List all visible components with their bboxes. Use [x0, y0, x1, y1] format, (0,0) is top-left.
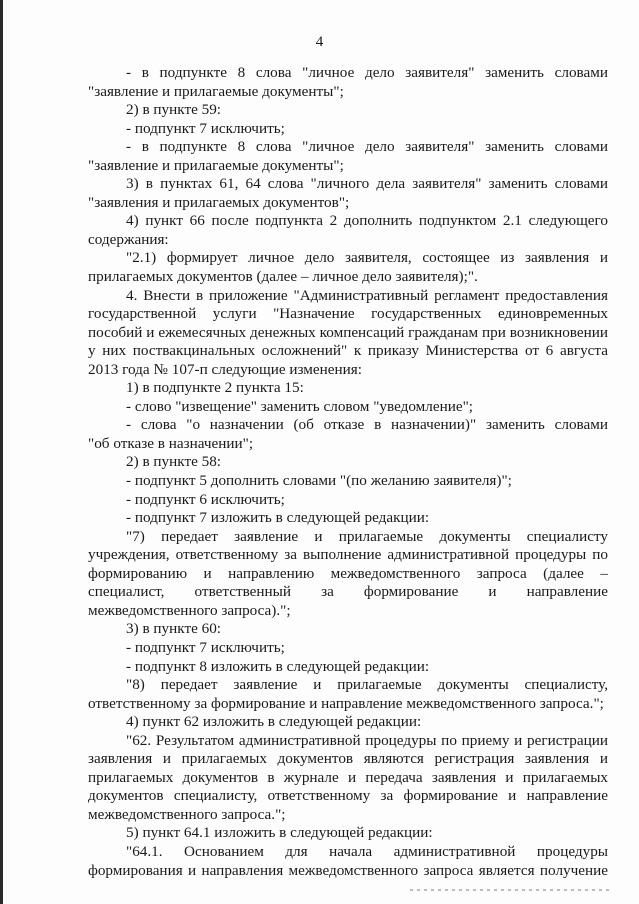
text-line: межведомственного запроса."; — [88, 805, 286, 823]
text-line: "заявление и прилагаемые документы"; — [88, 82, 344, 100]
text-line: формирования и направления межведомственного запроса является получение — [88, 861, 608, 879]
text-line: - подпункт 5 дополнить словами "(по желанию заявителя)"; — [126, 472, 512, 490]
text-line: "заявления и прилагаемых документов"; — [88, 193, 350, 211]
text-line: специалист, ответственный за формирование и направление — [88, 583, 608, 601]
text-line: документов специалисту, ответственному за формирование и направление — [88, 787, 608, 805]
text-line: прилагаемых документов (далее – личное дело заявителя);". — [88, 268, 478, 286]
text-line: 4) пункт 62 изложить в следующей редакции: — [126, 713, 422, 731]
page-number: 4 — [315, 34, 324, 50]
text-line: содержания: — [88, 230, 169, 248]
text-line: 1) в подпункте 2 пункта 15: — [126, 379, 304, 397]
text-line: - подпункт 8 изложить в следующей редакции: — [126, 657, 430, 675]
document-body — [88, 64, 608, 880]
text-line: - подпункт 6 исключить; — [126, 490, 285, 508]
text-line: учреждения, ответственному за выполнение административной процедуры по — [88, 546, 608, 564]
text-line: - в подпункте 8 слова "личное дело заявителя" заменить словами — [126, 64, 608, 81]
text-line: - подпункт 7 исключить; — [126, 119, 285, 137]
text-line: 2) в пункте 59: — [126, 101, 222, 119]
text-line: "2.1) формирует личное дело заявителя, состоящее из заявления и — [126, 249, 608, 267]
text-line: государственной услуги "Назначение государственных единовременных — [88, 305, 608, 323]
text-line: "8) передает заявление и прилагаемые документы специалисту, — [126, 676, 608, 694]
text-line: - подпункт 7 исключить; — [126, 638, 285, 656]
text-line: 2013 года № 107-п следующие изменения: — [88, 360, 362, 378]
text-line: ответственному за формирование и направление межведомственного запроса."; — [88, 694, 604, 712]
text-line: пособий и ежемесячных денежных компенсаций гражданам при возникновении — [88, 323, 608, 341]
text-line: - слово "извещение" заменить словом "уведомление"; — [126, 397, 473, 415]
text-line: межведомственного запроса)."; — [88, 601, 291, 619]
text-line: - слова "о назначении (об отказе в назначении)" заменить словами — [126, 416, 608, 434]
text-line: "7) передает заявление и прилагаемые документы специалисту — [126, 527, 608, 545]
text-line: "62. Результатом административной процедуры по приему и регистрации — [126, 731, 608, 749]
text-line: 4) пункт 66 после подпункта 2 дополнить подпунктом 2.1 следующего — [126, 212, 608, 230]
text-line: - подпункт 7 изложить в следующей редакции: — [126, 509, 430, 527]
text-line: 3) в пунктах 61, 64 слова "личного дела заявителя" заменить словами — [126, 175, 608, 193]
text-line: формированию и направлению межведомственного запроса (далее – — [88, 564, 608, 582]
text-line: 5) пункт 64.1 изложить в следующей редакции: — [126, 824, 433, 842]
text-line: "64.1. Основанием для начала административной процедуры — [126, 842, 608, 860]
scan-artifact — [410, 889, 610, 891]
text-line: заявления и прилагаемых документов являются регистрация заявления и — [88, 750, 608, 768]
text-line: прилагаемых документов в журнале и передача заявления и прилагаемых — [88, 768, 608, 786]
text-line: у них поствакцинальных осложнений" к приказу Министерства от 6 августа — [88, 342, 608, 360]
text-line: "об отказе в назначении"; — [88, 434, 254, 452]
text-line: 4. Внести в приложение "Административный регламент предоставления — [126, 286, 608, 304]
text-line: - в подпункте 8 слова "личное дело заявителя" заменить словами — [126, 138, 608, 156]
scan-edge — [0, 0, 3, 904]
text-line: "заявление и прилагаемые документы"; — [88, 156, 344, 174]
text-line: 2) в пункте 58: — [126, 453, 222, 471]
text-line: 3) в пункте 60: — [126, 620, 222, 638]
